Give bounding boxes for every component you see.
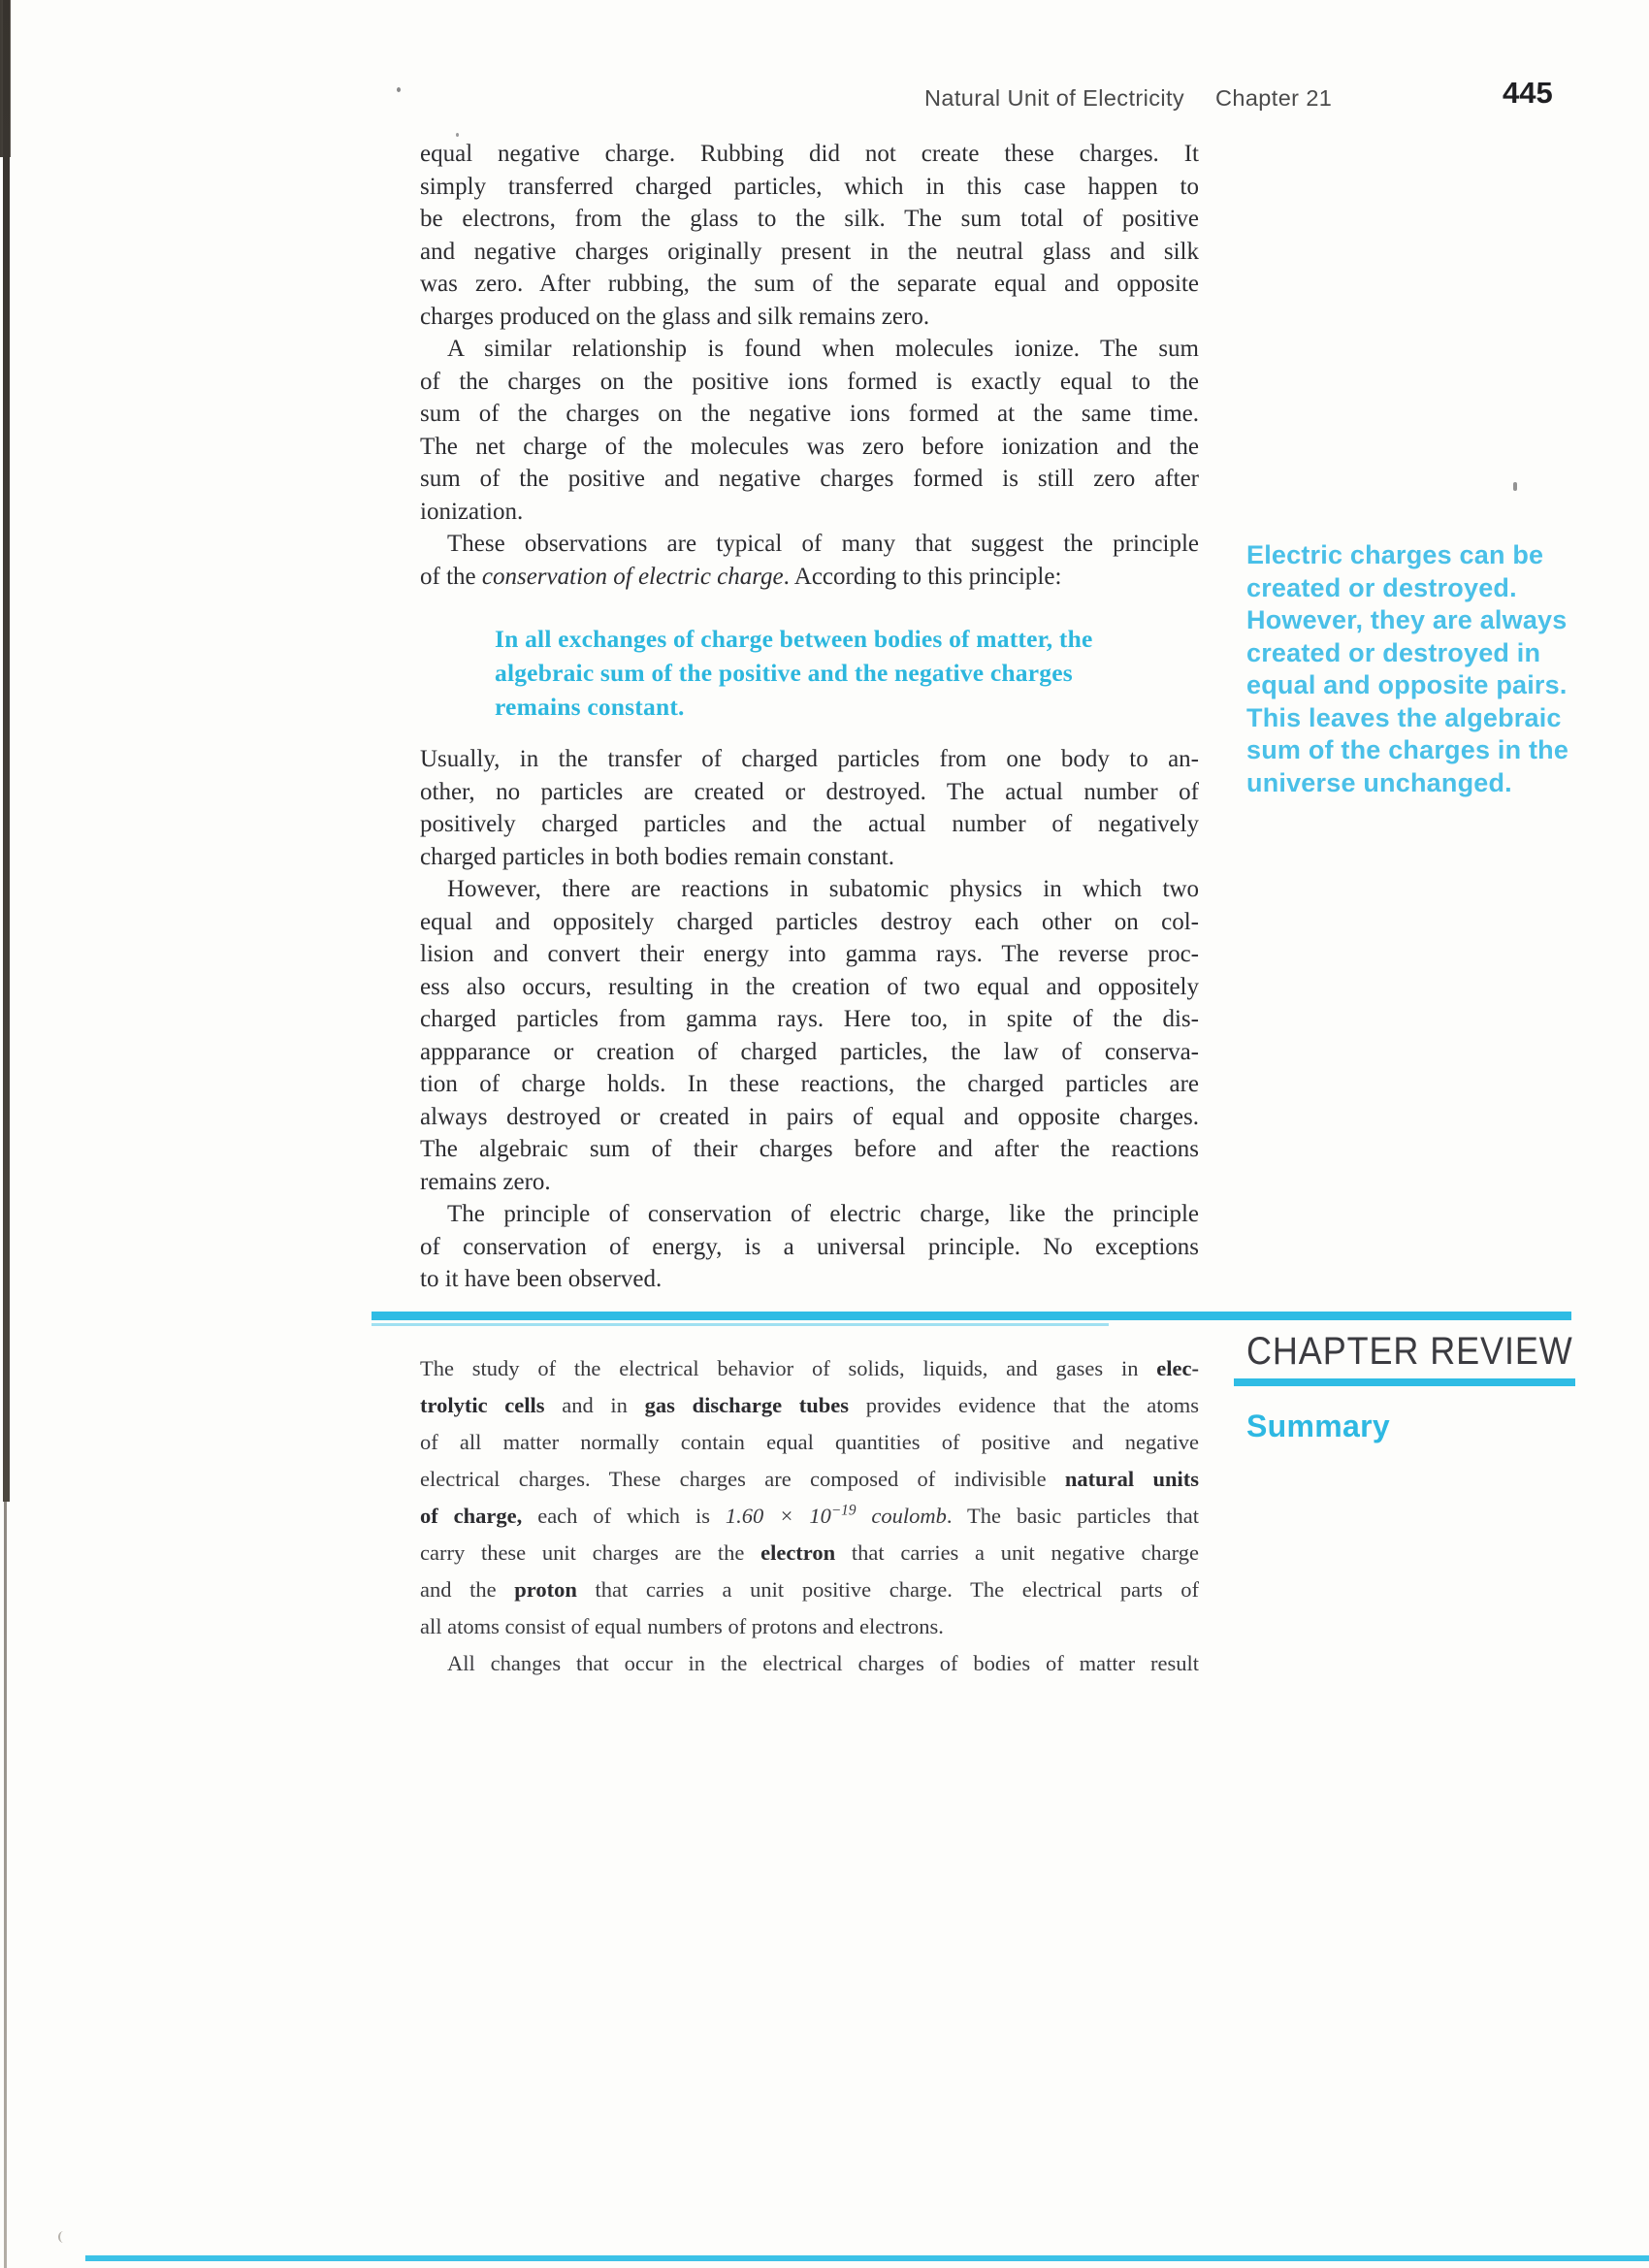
body-paragraphs-bottom — [420, 743, 1199, 1296]
text-line: other, no particles are created or destroyed. The actual number of — [420, 778, 1199, 805]
section-divider-rule-ghost — [372, 1323, 1109, 1326]
superscript: −19 — [830, 1502, 857, 1519]
text-line: equal and opposite pairs. — [1246, 670, 1568, 699]
text-line: equal and oppositely charged particles destroy each other on col- — [420, 908, 1199, 935]
bold-term: elec- — [1156, 1356, 1199, 1380]
text-line: charged particles from gamma rays. Here too, in spite of the dis- — [420, 1006, 1199, 1032]
text-line: The net charge of the molecules was zero before ionization and the — [420, 433, 1199, 460]
text-line: sum of the positive and negative charges formed is still zero after — [420, 466, 1199, 492]
section-divider-rule — [372, 1312, 1571, 1320]
text-line: of the charges on the positive ions formed is exactly equal to the — [420, 368, 1199, 395]
chapter-review-heading: CHAPTER REVIEW — [1246, 1330, 1573, 1373]
scan-speck — [1513, 482, 1517, 491]
text-line: carry these unit charges are the electron that carries a unit negative charge — [420, 1540, 1199, 1565]
text-line: was zero. After rubbing, the sum of the separate equal and opposite — [420, 271, 1199, 297]
text-line: In all exchanges of charge between bodies of matter, the — [495, 625, 1093, 653]
bold-term: proton — [514, 1577, 577, 1602]
running-title: Natural Unit of Electricity — [924, 85, 1185, 111]
text-line: tion of charge holds. In these reactions, the charged particles are — [420, 1071, 1199, 1097]
text-line: of charge, each of which is $1.60 \times 10^{-19}$ coulomb. The basic particles that — [420, 1502, 1200, 1528]
text-line: of all matter normally contain equal quantities of positive and negative — [420, 1430, 1199, 1454]
main-text-column — [420, 138, 1199, 1296]
text-line: be electrons, from the glass to the silk. The sum total of positive — [420, 206, 1199, 232]
text-line: Usually, in the transfer of charged particles from one body to an- — [420, 746, 1199, 772]
text-line: charges produced on the glass and silk remains zero. — [420, 303, 930, 330]
text-line: created or destroyed in — [1246, 637, 1541, 667]
text-line: charged particles in both bodies remain constant. — [420, 843, 894, 870]
text-line: Electric charges can be — [1246, 540, 1544, 569]
text-line: The study of the electrical behavior of solids, liquids, and gases in elec- — [420, 1356, 1199, 1380]
text-line: equal negative charge. Rubbing did not create these charges. It — [420, 141, 1199, 167]
italic-term: 1.60 × 10 — [725, 1504, 831, 1528]
text-line: positively charged particles and the actual number of negatively — [420, 811, 1199, 837]
text-line: However, there are reactions in subatomic physics in which two — [447, 876, 1199, 902]
text-line: always destroyed or created in pairs of equal and opposite charges. — [420, 1103, 1199, 1130]
page-number: 445 — [1503, 76, 1553, 110]
text-line: of the conservation of electric charge. According to this principle: — [420, 563, 1062, 590]
text-line: and negative charges originally present in the neutral glass and silk — [420, 238, 1199, 265]
text-line: electrical charges. These charges are composed of indivisible natural units — [420, 1467, 1199, 1491]
text-line: sum of the charges on the negative ions formed at the same time. — [420, 401, 1199, 427]
scan-speck — [58, 2231, 69, 2243]
text-line: universe unchanged. — [1246, 767, 1512, 797]
scan-edge-artifact-faint — [4, 1502, 7, 2268]
bold-term: electron — [760, 1540, 836, 1565]
text-line: algebraic sum of the positive and the negative charges — [495, 659, 1073, 687]
text-line: of conservation of energy, is a universal principle. No exceptions — [420, 1233, 1199, 1260]
page-header — [0, 0, 1649, 126]
body-paragraphs-top — [420, 138, 1199, 593]
text-line: to it have been observed. — [420, 1266, 663, 1292]
text-line: remains constant. — [495, 693, 685, 721]
bold-term: natural units — [1064, 1467, 1199, 1491]
italic-term: coulomb — [856, 1504, 947, 1528]
text-line: lision and convert their energy into gamma rays. The reverse proc- — [420, 941, 1199, 967]
text-line: This leaves the algebraic — [1246, 702, 1562, 732]
chapter-review-underline-rule — [1234, 1378, 1575, 1386]
summary-text-column — [420, 1350, 1199, 1682]
text-line: trolytic cells and in gas discharge tubes provides evidence that the atoms — [420, 1393, 1200, 1417]
text-line: These observations are typical of many that suggest the principle — [447, 531, 1199, 557]
text-line: The algebraic sum of their charges before and after the reactions — [420, 1136, 1199, 1162]
text-line: remains zero. — [420, 1168, 551, 1195]
italic-term: conservation of electric charge — [481, 563, 784, 590]
bold-term: of charge, — [420, 1504, 523, 1528]
text-line: created or destroyed. — [1246, 572, 1517, 602]
text-line: sum of the charges in the — [1246, 735, 1569, 764]
text-line: and the proton that carries a unit positive charge. The electrical parts of — [420, 1577, 1199, 1602]
text-line: All changes that occur in the electrical charges of bodies of matter result — [447, 1651, 1199, 1675]
bold-term: trolytic cells — [420, 1393, 545, 1417]
text-line: A similar relationship is found when molecules ionize. The sum — [447, 336, 1199, 362]
text-line: However, they are always — [1246, 605, 1568, 634]
text-line: ionization. — [420, 498, 524, 525]
text-line: The principle of conservation of electric charge, like the principle — [447, 1201, 1199, 1227]
scan-speck — [456, 133, 459, 137]
bold-term: gas discharge tubes — [644, 1393, 850, 1417]
summary-heading: Summary — [1246, 1409, 1390, 1443]
scan-edge-artifact — [3, 0, 10, 1502]
principle-quote — [420, 622, 1199, 724]
chapter-label: Chapter 21 — [1215, 85, 1333, 111]
margin-note — [1246, 539, 1586, 799]
text-line: all atoms consist of equal numbers of protons and electrons. — [420, 1614, 944, 1638]
text-line: ess also occurs, resulting in the creation of two equal and oppositely — [420, 973, 1199, 1000]
scan-speck — [397, 87, 401, 92]
text-line: appparance or creation of charged particles, the law of conserva- — [420, 1038, 1199, 1065]
text-line: simply transferred charged particles, which in this case happen to — [420, 173, 1199, 200]
bottom-edge-cyan-line — [85, 2255, 1649, 2261]
